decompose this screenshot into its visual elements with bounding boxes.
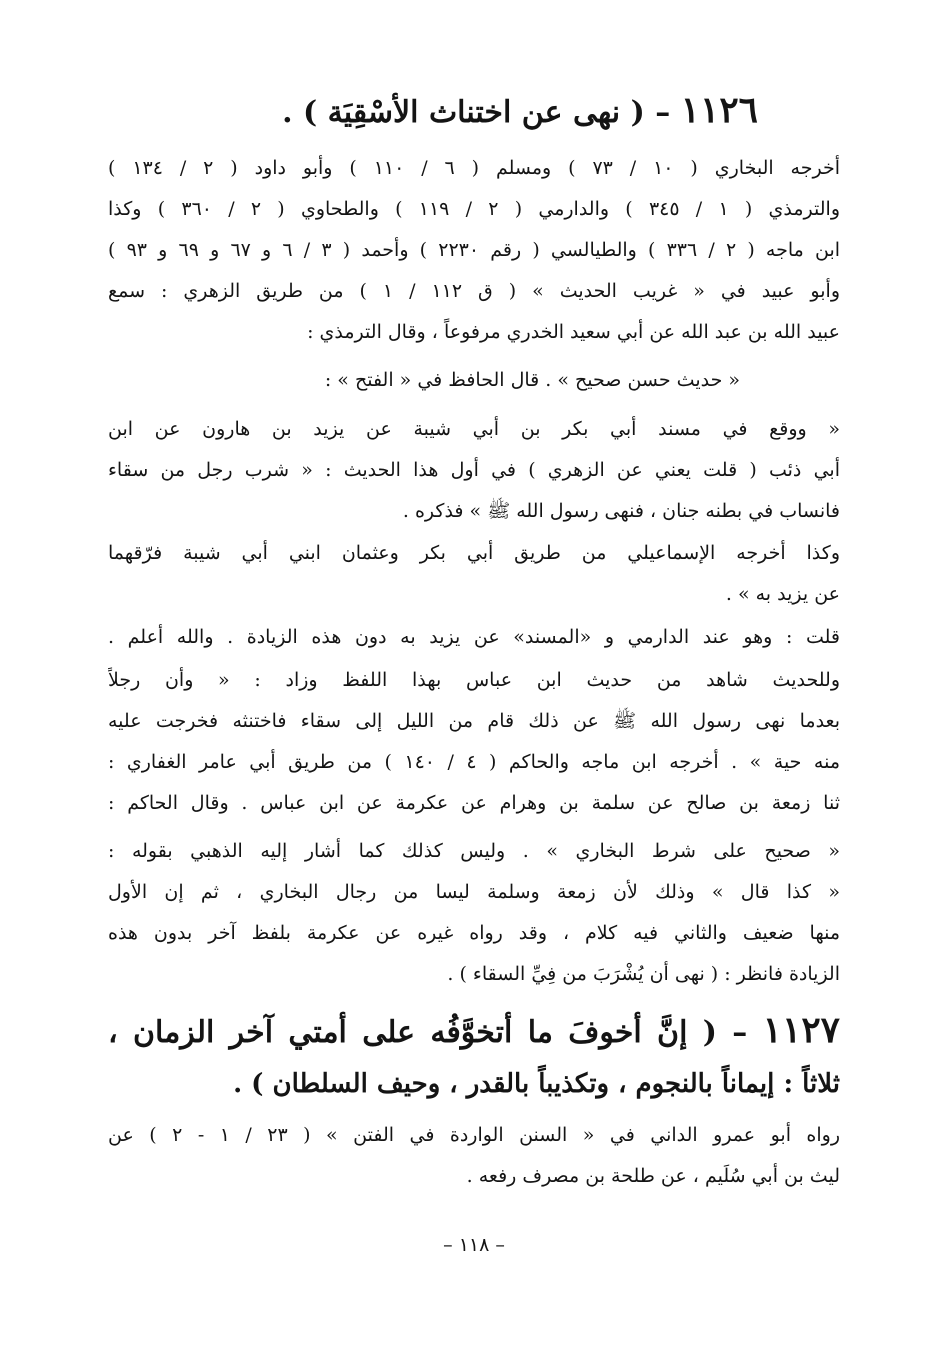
text-line: أخرجه البخاري ( ١٠ / ٧٣ ) ومسلم ( ٦ / ١١٠ ) وأبو داود ( ٢ / ١٣٤ ) [108,157,840,179]
text-line: ليث بن أبي سُلَيم ، عن طلحة بن مصرف رفعه . [466,1165,840,1187]
page-number: – ١١٨ – [443,1234,505,1256]
hadith-1127-title-line1: – ( إنَّ أخوفَ ما أتخوَّفُه على أمتي آخر الزمان ، [108,1015,748,1050]
text-line: بعدما نهى رسول الله ﷺ عن ذلك قام من الليل إلى سقاء فاختنثه فخرجت عليه [108,710,840,732]
hadith-1127-number: ١١٢٧ [762,1009,840,1051]
text-line: « كذا قال » وذلك لأن زمعة وسلمة ليسا من رجال البخاري ، ثم إن الأول [108,881,840,903]
text-line: منه حية » . أخرجه ابن ماجه والحاكم ( ٤ / ١٤٠ ) من طريق أبي عامر الغفاري : [108,751,840,773]
text-line: عن يزيد به » . [725,583,840,605]
text-line: والترمذي ( ١ / ٣٤٥ ) والدارمي ( ٢ / ١١٩ ) والطحاوي ( ٢ / ٣٦٠ ) وكذا [108,198,840,220]
text-line: وللحديث شاهد من حديث ابن عباس بهذا اللفظ وزاد : « وأن رجلاً [108,669,840,691]
hadith-1126-title: – ( نهى عن اختناث الأسْقِيَة ) . [282,95,671,130]
text-line: « حديث حسن صحيح » . قال الحافظ في « الفتح » : [324,369,740,391]
text-line: ثنا زمعة بن صالح عن سلمة بن وهرام عن عكرمة عن ابن عباس . وقال الحاكم : [108,792,840,814]
text-line: عبيد الله بن عبد الله عن أبي سعيد الخدري مرفوعاً ، وقال الترمذي : [307,321,840,343]
text-line: « صحيح على شرط البخاري » . وليس كذلك كما أشار إليه الذهبي بقوله : [108,840,840,862]
text-line: رواه أبو عمرو الداني في « السنن الواردة في الفتن » ( ٢٣ / ١ - ٢ ) عن [108,1124,840,1146]
text-line: قلت : وهو عند الدارمي و «المسند» عن يزيد به دون هذه الزيادة . والله أعلم . [108,626,840,648]
hadith-1127-title-line2: ثلاثاً : إيماناً بالنجوم ، وتكذيباً بالقدر ، وحيف السلطان ) . [233,1069,840,1099]
text-line: وكذا أخرجه الإسماعيلي من طريق أبي بكر وعثمان ابني أبي شيبة فرّقهما [108,542,840,564]
text-line: ابن ماجه ( ٢ / ٣٣٦ ) والطيالسي ( رقم ٢٢٣٠ ) وأحمد ( ٣ / ٦ و ٦٧ و ٦٩ و ٩٣ ) [108,239,840,261]
text-line: فانساب في بطنه جنان ، فنهى رسول الله ﷺ » فذكره . [402,500,840,522]
hadith-1127-heading [108,1006,840,1054]
text-line: الزيادة فانظر : ( نهى أن يُشْرَبَ من فِيِّ السقاء ) . [447,963,840,985]
hadith-1126-heading [178,86,758,134]
text-line: منها ضعيف والثاني فيه كلام ، وقد رواه غيره عن عكرمة بلفظ آخر بدون هذه [108,922,840,944]
text-line: وأبو عبيد في « غريب الحديث » ( ق ١١٢ / ١ ) من طريق الزهري : سمع [108,280,840,302]
text-line: « ووقع في مسند أبي بكر بن أبي شيبة عن يزيد بن هارون عن ابن [108,418,840,440]
hadith-1126-number: ١١٢٦ [680,89,758,131]
text-line: أبي ذئب ( قلت يعني عن الزهري ) في أول هذا الحديث : « شرب رجل من سقاء [108,459,840,481]
